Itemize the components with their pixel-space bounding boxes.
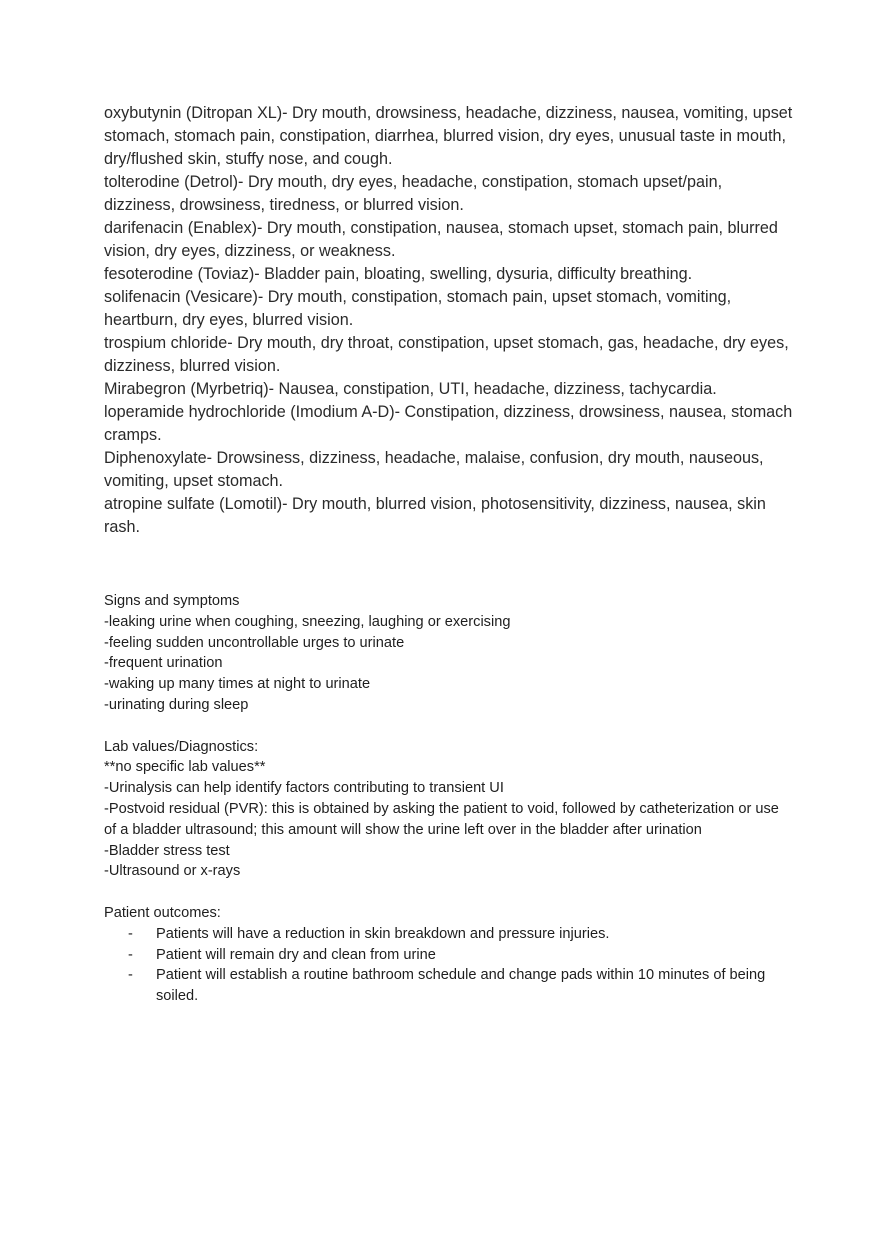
medication-entry: atropine sulfate (Lomotil)- Dry mouth, blurred vision, photosensitivity, dizziness, nausea, skin rash. [104,495,766,536]
outcome-text: Patients will have a reduction in skin breakdown and pressure injuries. [156,925,610,942]
medication-entry: solifenacin (Vesicare)- Dry mouth, constipation, stomach pain, upset stomach, vomiting, heartburn, dry eyes, blurred vision. [104,288,732,329]
labs-section [104,737,794,883]
sign-item: -urinating during sleep [104,696,249,713]
medication-list [104,102,794,539]
medication-entry: darifenacin (Enablex)- Dry mouth, constipation, nausea, stomach upset, stomach pain, blurred vision, dry eyes, dizziness, or weakness. [104,219,778,260]
medication-entry: fesoterodine (Toviaz)- Bladder pain, bloating, swelling, dysuria, difficulty breathing. [104,265,693,283]
medication-entry: oxybutynin (Ditropan XL)- Dry mouth, drowsiness, headache, dizziness, nausea, vomiting, upset stomach, stomach pain, constipation, diarrhea, blurred vision, dry eyes, unusual taste in mouth, dry/flushed skin, stuffy nose, and cough. [104,104,793,168]
outcomes-section [104,903,794,1007]
outcomes-title: Patient outcomes: [104,904,221,921]
sign-item: -waking up many times at night to urinate [104,676,371,693]
document-page [104,102,794,1007]
lab-item: -Ultrasound or x-rays [104,863,241,880]
lab-item: -Postvoid residual (PVR): this is obtained by asking the patient to void, followed by catheterization or use of a bladder ultrasound; this amount will show the urine left over in the bladder after urination [104,800,779,838]
medication-entry: Mirabegron (Myrbetriq)- Nausea, constipation, UTI, headache, dizziness, tachycardia. [104,380,717,398]
lab-item: -Bladder stress test [104,842,230,859]
outcome-item [104,965,794,1007]
outcome-text: Patient will establish a routine bathroom schedule and change pads within 10 minutes of being soiled. [156,967,766,1005]
lab-item: -Urinalysis can help identify factors contributing to transient UI [104,780,504,797]
labs-title: Lab values/Diagnostics: [104,738,259,755]
signs-title: Signs and symptoms [104,593,240,609]
signs-section [104,591,794,716]
outcome-item [104,945,794,966]
medication-entry: Diphenoxylate- Drowsiness, dizziness, headache, malaise, confusion, dry mouth, nauseous, vomiting, upset stomach. [104,449,764,490]
outcome-item [104,924,794,945]
medication-entry: trospium chloride- Dry mouth, dry throat, constipation, upset stomach, gas, headache, dry eyes, dizziness, blurred vision. [104,334,789,375]
outcomes-list [104,924,794,1007]
sign-item: -frequent urination [104,655,223,672]
lab-item: **no specific lab values** [104,759,266,776]
medication-entry: loperamide hydrochloride (Imodium A-D)- Constipation, dizziness, drowsiness, nausea, stomach cramps. [104,403,793,444]
sign-item: -leaking urine when coughing, sneezing, laughing or exercising [104,613,511,630]
list-bullet: - [128,925,133,942]
list-bullet: - [128,967,133,984]
list-bullet: - [128,946,133,963]
sign-item: -feeling sudden uncontrollable urges to urinate [104,634,405,651]
medication-entry: tolterodine (Detrol)- Dry mouth, dry eyes, headache, constipation, stomach upset/pain, dizziness, drowsiness, tiredness, or blurred vision. [104,173,723,214]
outcome-text: Patient will remain dry and clean from urine [156,946,436,963]
